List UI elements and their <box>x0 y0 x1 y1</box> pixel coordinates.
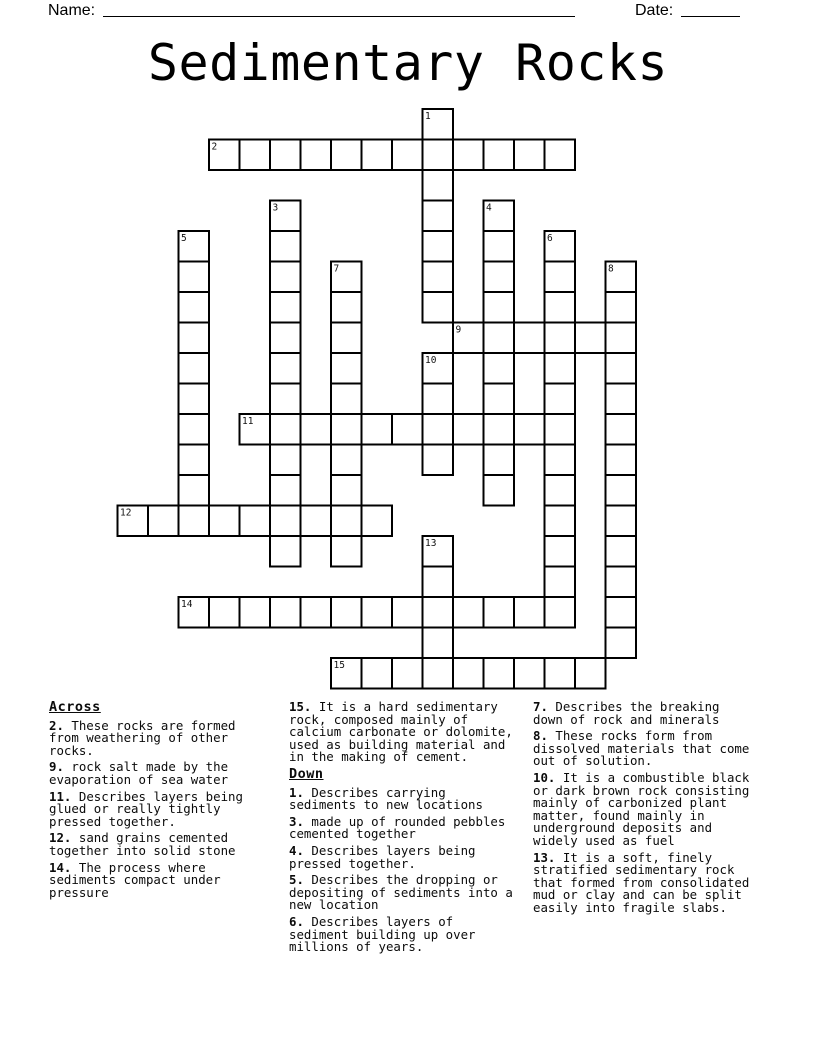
cell-number: 5 <box>181 233 187 244</box>
clue-across-9 <box>49 761 261 786</box>
grid-cell[interactable] <box>423 231 454 262</box>
grid-cell[interactable] <box>545 353 576 384</box>
clue-number-label: 14. <box>49 859 72 875</box>
grid-cell[interactable] <box>362 140 393 171</box>
grid-cell[interactable] <box>484 445 515 476</box>
cell-number: 8 <box>608 263 614 275</box>
clue-text: sand grains cemented together into solid stone <box>49 830 236 858</box>
grid-cell[interactable] <box>484 323 515 354</box>
grid-cell[interactable] <box>270 414 301 445</box>
grid-cell[interactable] <box>270 292 301 323</box>
clue-down-8 <box>533 730 751 768</box>
grid-cell[interactable] <box>270 597 301 628</box>
grid-cell[interactable] <box>179 323 210 354</box>
cell-number: 4 <box>486 202 492 214</box>
grid-cell[interactable] <box>514 323 545 354</box>
cell-number: 3 <box>272 202 279 214</box>
grid-cell[interactable] <box>392 658 423 689</box>
clue-down-10 <box>533 769 751 848</box>
grid-cell[interactable] <box>545 445 576 476</box>
grid-cell[interactable] <box>301 140 332 171</box>
grid-cell[interactable] <box>545 140 576 171</box>
grid-cell[interactable] <box>301 506 332 537</box>
grid-cell[interactable] <box>392 140 423 171</box>
grid-cell[interactable] <box>545 292 576 323</box>
grid-cell[interactable] <box>270 506 301 537</box>
grid-cell[interactable] <box>606 628 637 659</box>
grid-cell[interactable] <box>606 292 637 323</box>
grid-cell[interactable] <box>606 353 637 384</box>
clue-text: Describes the breaking down of rock and minerals <box>533 699 720 727</box>
cell-number: 12 <box>120 507 132 519</box>
grid-cell[interactable] <box>423 658 454 689</box>
clue-text: It is a soft, finely stratified sedimentary rock that formed from consolidated mud or clay and can be split easily into fragile slabs. <box>533 849 750 915</box>
clue-text: rock salt made by the evaporation of sea water <box>49 759 229 787</box>
grid-cell[interactable] <box>331 506 362 537</box>
grid-cell[interactable] <box>209 506 240 537</box>
grid-cell[interactable] <box>453 414 484 445</box>
grid-cell[interactable] <box>606 323 637 354</box>
clue-down-1 <box>289 784 517 813</box>
clue-text: Describes layers of sediment building up over millions of years. <box>289 913 476 955</box>
cell-number: 9 <box>455 324 462 336</box>
grid-cell[interactable] <box>606 597 637 628</box>
clue-across-2 <box>49 717 261 758</box>
grid-cell[interactable] <box>179 384 210 415</box>
grid-cell[interactable] <box>423 414 454 445</box>
clue-text: The process where sediments compact under pressure <box>49 859 221 900</box>
grid-cell[interactable] <box>270 475 301 506</box>
grid-cell[interactable] <box>423 262 454 293</box>
grid-cell[interactable] <box>606 536 637 567</box>
clue-number-label: 11. <box>49 788 72 804</box>
grid-cell[interactable] <box>270 445 301 476</box>
clue-text: Describes layers being pressed together. <box>289 842 476 871</box>
right-clues-column <box>533 701 751 919</box>
grid-cell[interactable] <box>453 658 484 689</box>
grid-cell[interactable] <box>331 475 362 506</box>
grid-cell[interactable] <box>240 506 271 537</box>
clue-across-15 <box>289 701 517 764</box>
grid-cell[interactable] <box>179 262 210 293</box>
grid-cell[interactable] <box>331 140 362 171</box>
grid-cell[interactable] <box>423 292 454 323</box>
grid-cell[interactable] <box>484 231 515 262</box>
grid-cell[interactable] <box>484 353 515 384</box>
grid-cell[interactable] <box>179 445 210 476</box>
grid-cell[interactable] <box>392 597 423 628</box>
clue-number-label: 10. <box>533 769 556 785</box>
grid-cell[interactable] <box>179 475 210 506</box>
grid-cell[interactable] <box>606 475 637 506</box>
clue-down-7 <box>533 701 751 726</box>
grid-cell[interactable] <box>545 323 576 354</box>
name-label: Name: <box>48 2 96 19</box>
grid-cell[interactable] <box>545 506 576 537</box>
grid-cell[interactable] <box>484 414 515 445</box>
grid-cell[interactable] <box>331 353 362 384</box>
grid-cell[interactable] <box>423 597 454 628</box>
grid-cell[interactable] <box>209 597 240 628</box>
grid-cell[interactable] <box>575 658 606 689</box>
cell-number: 1 <box>425 111 431 122</box>
clue-text: Describes the dropping or depositing of sediments into a new location <box>289 872 513 913</box>
cell-number: 11 <box>242 416 254 427</box>
grid-cell[interactable] <box>362 597 393 628</box>
grid-cell[interactable] <box>423 170 454 201</box>
clue-down-4 <box>289 842 517 871</box>
grid-cell[interactable] <box>545 536 576 567</box>
grid-cell[interactable] <box>301 414 332 445</box>
grid-cell[interactable] <box>179 292 210 323</box>
grid-cell[interactable] <box>331 597 362 628</box>
date-label: Date: <box>635 2 674 19</box>
clue-across-14 <box>49 859 261 900</box>
grid-cell[interactable] <box>179 414 210 445</box>
cell-number: 7 <box>333 263 340 275</box>
clue-text: made up of rounded pebbles cemented together <box>289 813 506 842</box>
clue-number-label: 13. <box>533 849 556 865</box>
grid-cell[interactable] <box>606 445 637 476</box>
grid-cell[interactable] <box>270 262 301 293</box>
grid-cell[interactable] <box>423 384 454 415</box>
grid-cell[interactable] <box>606 414 637 445</box>
middle-clues-column <box>289 701 517 958</box>
clue-text: These rocks are formed from weathering of other rocks. <box>49 717 236 758</box>
grid-cell[interactable] <box>514 658 545 689</box>
grid-cell[interactable] <box>331 445 362 476</box>
grid-cell[interactable] <box>423 201 454 232</box>
grid-cell[interactable] <box>270 231 301 262</box>
clue-number-label: 9. <box>49 759 64 775</box>
grid-cell[interactable] <box>392 414 423 445</box>
clue-number-label: 4. <box>289 842 304 858</box>
cell-number: 2 <box>211 141 218 153</box>
clue-number-label: 12. <box>49 830 72 846</box>
grid-cell[interactable] <box>270 536 301 567</box>
grid-cell[interactable] <box>362 414 393 445</box>
grid-cell[interactable] <box>545 384 576 415</box>
grid-cell[interactable] <box>484 140 515 171</box>
grid-cell[interactable] <box>301 597 332 628</box>
clue-down-5 <box>289 874 517 912</box>
grid-cell[interactable] <box>362 506 393 537</box>
grid-cell[interactable] <box>240 140 271 171</box>
grid-cell[interactable] <box>423 140 454 171</box>
across-clues-column <box>49 701 261 903</box>
grid-cell[interactable] <box>331 323 362 354</box>
grid-cell[interactable] <box>606 506 637 537</box>
clue-down-13 <box>533 849 751 915</box>
grid-cell[interactable] <box>331 384 362 415</box>
clue-number-label: 8. <box>533 728 548 744</box>
clue-down-3 <box>289 813 517 842</box>
grid-cell[interactable] <box>545 658 576 689</box>
clue-number-label: 6. <box>289 913 304 929</box>
grid-cell[interactable] <box>514 597 545 628</box>
grid-cell[interactable] <box>545 414 576 445</box>
clue-text: It is a hard sedimentary rock, composed mainly of calcium carbonate or dolomite, used as building material and in the making of cement. <box>289 699 513 765</box>
grid-cell[interactable] <box>270 323 301 354</box>
grid-cell[interactable] <box>179 506 210 537</box>
grid-cell[interactable] <box>270 353 301 384</box>
grid-cell[interactable] <box>453 597 484 628</box>
grid-cell[interactable] <box>545 597 576 628</box>
grid-cell[interactable] <box>453 140 484 171</box>
grid-cell[interactable] <box>331 414 362 445</box>
cell-number: 10 <box>425 355 437 366</box>
cell-number: 6 <box>547 233 553 244</box>
clue-number-label: 1. <box>289 784 304 800</box>
grid-cell[interactable] <box>484 262 515 293</box>
clue-text: Describes carrying sediments to new locations <box>289 784 483 813</box>
cell-number: 13 <box>425 538 437 549</box>
clue-number-label: 7. <box>533 699 548 714</box>
across-heading: Across <box>49 699 101 715</box>
cell-number: 15 <box>333 660 345 671</box>
grid-cell[interactable] <box>606 384 637 415</box>
grid-cell[interactable] <box>575 323 606 354</box>
grid-cell[interactable] <box>484 292 515 323</box>
grid-cell[interactable] <box>270 384 301 415</box>
clue-text: It is a combustible black or dark brown rock consisting mainly of carbonized plant matter, found mainly in underground deposits and widely used as fuel <box>533 769 750 848</box>
clue-number-label: 15. <box>289 699 312 714</box>
clue-number-label: 5. <box>289 872 304 888</box>
grid-cell[interactable] <box>240 597 271 628</box>
page-title: Sedimentary Rocks <box>147 34 669 92</box>
clue-text: These rocks form from dissolved materials that come out of solution. <box>533 728 750 769</box>
clue-down-6 <box>289 913 517 955</box>
grid-cell[interactable] <box>545 475 576 506</box>
grid-cell[interactable] <box>545 262 576 293</box>
clue-text: Describes layers being glued or really tightly pressed together. <box>49 788 243 829</box>
grid-cell[interactable] <box>331 536 362 567</box>
grid-cell[interactable] <box>148 506 179 537</box>
grid-cell[interactable] <box>484 658 515 689</box>
grid-cell[interactable] <box>514 140 545 171</box>
grid-cell[interactable] <box>423 567 454 598</box>
grid-cell[interactable] <box>179 353 210 384</box>
grid-cell[interactable] <box>606 567 637 598</box>
clue-number-label: 3. <box>289 813 304 829</box>
clue-number-label: 2. <box>49 717 64 733</box>
down-heading: Down <box>289 765 324 782</box>
grid-cell[interactable] <box>484 475 515 506</box>
grid-cell[interactable] <box>423 628 454 659</box>
grid-cell[interactable] <box>423 445 454 476</box>
grid-cell[interactable] <box>484 384 515 415</box>
cell-number: 14 <box>181 599 193 610</box>
grid-cell[interactable] <box>270 140 301 171</box>
clue-across-12 <box>49 832 261 857</box>
grid-cell[interactable] <box>484 597 515 628</box>
clue-across-11 <box>49 788 261 829</box>
grid-cell[interactable] <box>362 658 393 689</box>
grid-cell[interactable] <box>331 292 362 323</box>
grid-cell[interactable] <box>514 414 545 445</box>
grid-cell[interactable] <box>545 567 576 598</box>
